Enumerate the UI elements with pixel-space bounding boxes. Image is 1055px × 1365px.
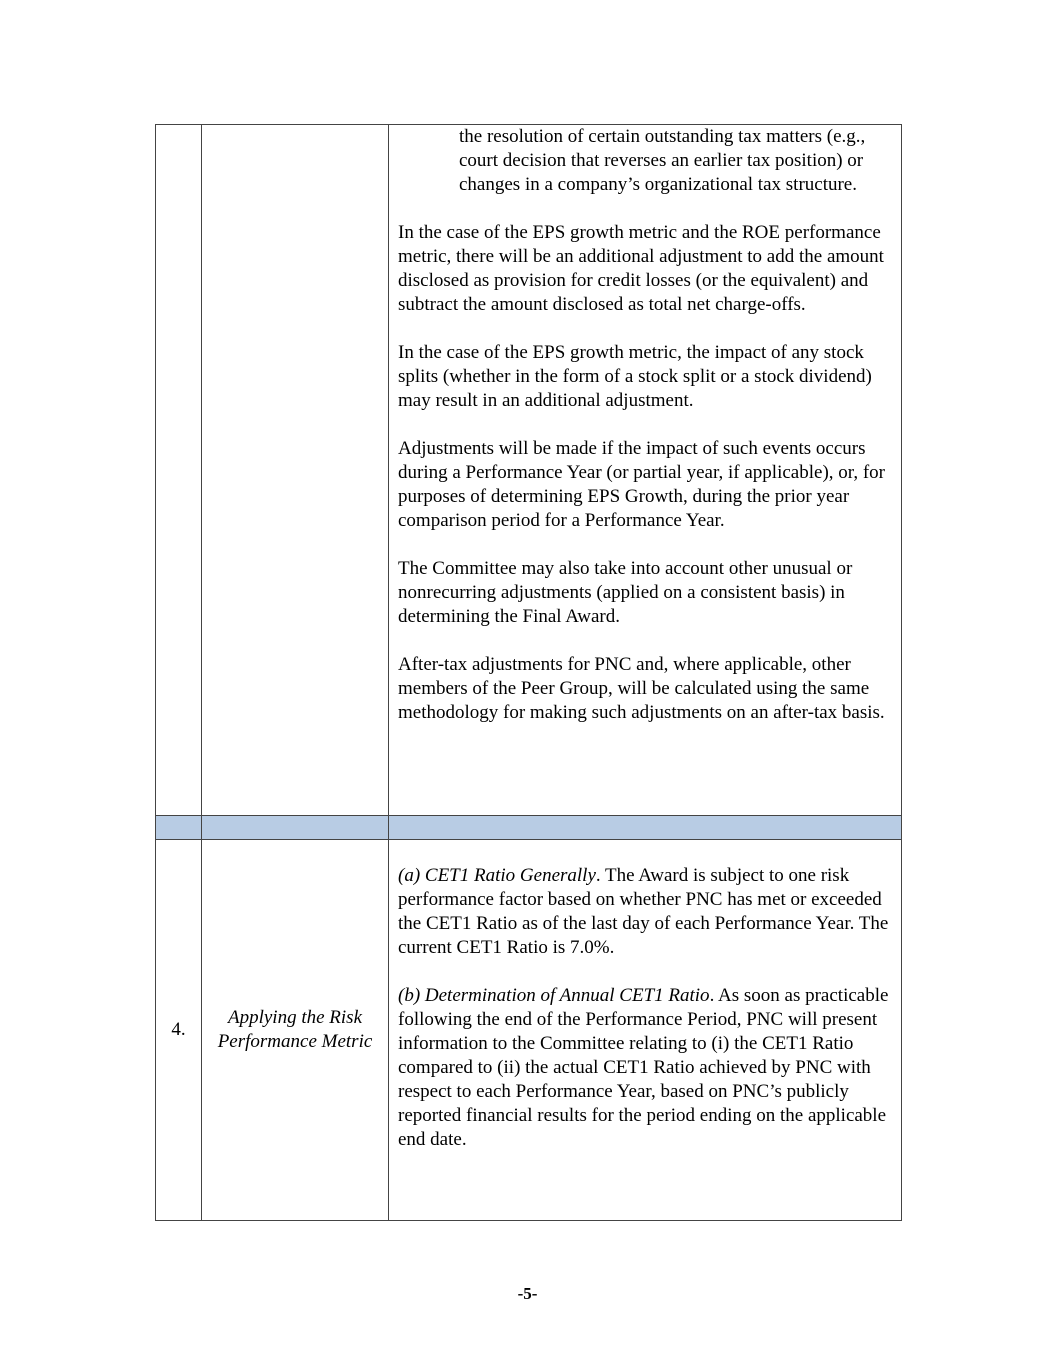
body-cell [389,125,902,816]
shaded-cell [389,816,902,840]
paragraph-b-text: . As soon as practicable following the end of the Performance Period, PNC will present information to the Committee relating to (i) the CET1 Ratio compared to (ii) the actual CET1 Ratio achieved by PNC with respect to each Performance Year, based on PNC’s publicly reported financial results for the period ending on the applicable end date. [398,985,889,1150]
section-title: Applying the Risk Performance Metric [202,840,389,1221]
body-cell [389,840,902,1221]
paragraph-a-heading: (a) CET1 Ratio Generally [398,865,596,886]
shaded-cell [202,816,389,840]
paragraph-a-text: . The Award is subject to one risk performance factor based on whether PNC has met or exceeded the CET1 Ratio as of the last day of each Performance Year. The current CET1 Ratio is 7.0%. [398,865,889,958]
terms-table [155,124,902,1221]
paragraph: Adjustments will be made if the impact of such events occurs during a Performance Year (or partial year, if applicable), or, for purposes of determining EPS Growth, during the prior year comparison period for a Performance Year. [398,438,885,531]
title-cell [202,125,389,816]
table-row [156,125,902,816]
paragraph: In the case of the EPS growth metric and the ROE performance metric, there will be an additional adjustment to add the amount disclosed as provision for credit losses (or the equivalent) and subtract the amount disclosed as total net charge-offs. [398,222,884,315]
paragraph: The Committee may also take into account other unusual or nonrecurring adjustments (applied on a consistent basis) in determining the Final Award. [398,558,853,627]
table-row [156,840,902,1221]
section-number: 4. [156,840,202,1221]
paragraph-a [398,864,891,960]
paragraph-b [398,984,891,1152]
page-number: -5- [517,1284,538,1303]
number-cell [156,125,202,816]
shaded-separator-row [156,816,902,840]
paragraph-b-heading: (b) Determination of Annual CET1 Ratio [398,985,710,1006]
paragraph: In the case of the EPS growth metric, the impact of any stock splits (whether in the form of a stock split or a stock dividend) may result in an additional adjustment. [398,342,872,411]
paragraph: After-tax adjustments for PNC and, where applicable, other members of the Peer Group, will be calculated using the same methodology for making such adjustments on an after-tax basis. [398,654,885,723]
continuation-paragraph: the resolution of certain outstanding tax matters (e.g., court decision that reverses an earlier tax position) or changes in a company’s organizational tax structure. [459,126,866,195]
shaded-cell [156,816,202,840]
